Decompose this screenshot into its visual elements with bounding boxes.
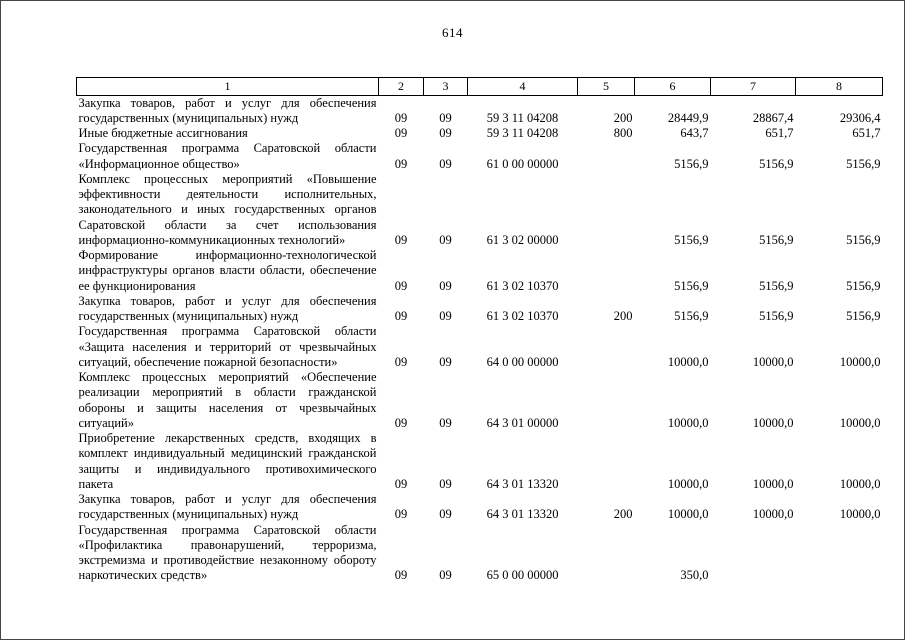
cell-amount-year-1: 5156,9	[674, 232, 709, 247]
cell-amount-year-1: 5156,9	[674, 278, 709, 293]
cell-section-code: 09	[394, 568, 408, 583]
cell-amount-year-2: 5156,9	[759, 309, 794, 324]
page-number: 614	[442, 25, 463, 40]
cell-expense-name: Формирование информационно-технологической инфраструктуры органов власти области, обеспечение ее функционирования	[78, 248, 377, 293]
cell-amount-year-1: 5156,9	[674, 309, 709, 324]
cell-subsection-code: 09	[439, 354, 452, 369]
cell-expense-type-code	[578, 523, 635, 584]
cell-target-article-code: 64 3 01 13320	[486, 507, 559, 522]
cell-expense-type-code	[578, 370, 635, 431]
cell-amount-year-1: 5156,9	[674, 156, 709, 171]
header-col-8: 8	[796, 78, 883, 96]
header-col-6: 6	[635, 78, 711, 96]
table-body	[77, 95, 883, 584]
table-header-row	[77, 78, 883, 96]
header-col-2: 2	[379, 78, 424, 96]
cell-section-code: 09	[394, 309, 408, 324]
cell-subsection-code: 09	[439, 278, 452, 293]
table-row	[77, 172, 883, 248]
cell-amount-year-1: 350,0	[680, 568, 709, 583]
budget-table	[76, 77, 883, 584]
cell-subsection-code: 09	[439, 476, 452, 491]
cell-amount-year-2: 28867,4	[752, 110, 794, 125]
cell-expense-name: Комплекс процессных мероприятий «Обеспечение реализации мероприятий в области гражданской обороны и защиты населения от чрезвычайных ситуаций»	[78, 370, 377, 430]
cell-amount-year-2: 651,7	[765, 126, 794, 141]
cell-subsection-code: 09	[439, 568, 452, 583]
cell-expense-type-code	[578, 172, 635, 248]
table-row	[77, 126, 883, 141]
cell-amount-year-2: 5156,9	[759, 232, 794, 247]
cell-amount-year-3: 10000,0	[839, 354, 881, 369]
table-row	[77, 370, 883, 431]
cell-subsection-code: 09	[439, 232, 452, 247]
cell-subsection-code: 09	[439, 156, 452, 171]
cell-section-code: 09	[394, 354, 408, 369]
cell-expense-type-code	[578, 431, 635, 492]
table-row	[77, 492, 883, 523]
cell-expense-name: Государственная программа Саратовской области «Профилактика правонарушений, терроризма, экстремизма и противодействие незаконному обороту наркотических средств»	[78, 522, 377, 583]
cell-expense-type-code: 800	[613, 126, 633, 141]
cell-amount-year-3: 10000,0	[839, 476, 881, 491]
cell-subsection-code: 09	[439, 110, 452, 125]
cell-section-code: 09	[394, 415, 408, 430]
cell-expense-type-code: 200	[613, 507, 633, 522]
cell-section-code: 09	[394, 507, 408, 522]
cell-subsection-code: 09	[439, 415, 452, 430]
cell-subsection-code: 09	[439, 309, 452, 324]
cell-amount-year-3: 651,7	[852, 126, 881, 141]
cell-section-code: 09	[394, 278, 408, 293]
cell-amount-year-2: 10000,0	[752, 476, 794, 491]
cell-amount-year-1: 643,7	[680, 126, 709, 141]
cell-target-article-code: 61 0 00 00000	[486, 156, 559, 171]
header-col-4: 4	[468, 78, 578, 96]
cell-section-code: 09	[394, 110, 408, 125]
cell-section-code: 09	[394, 156, 408, 171]
table-row	[77, 294, 883, 325]
cell-amount-year-1: 28449,9	[667, 110, 709, 125]
cell-target-article-code: 61 3 02 00000	[486, 232, 559, 247]
table-row	[77, 523, 883, 584]
cell-amount-year-1: 10000,0	[667, 507, 709, 522]
cell-amount-year-2: 10000,0	[752, 354, 794, 369]
cell-amount-year-2: 10000,0	[752, 415, 794, 430]
cell-expense-name: Государственная программа Саратовской области «Защита населения и территорий от чрезвычайных ситуаций, обеспечение пожарной безопасности»	[78, 324, 377, 369]
cell-target-article-code: 64 3 01 13320	[486, 476, 559, 491]
cell-expense-name: Приобретение лекарственных средств, входящих в комплект индивидуальный медицинский гражданской защиты и индивидуального противохимического пакета	[78, 431, 377, 491]
header-col-5: 5	[578, 78, 635, 96]
cell-amount-year-3: 5156,9	[846, 278, 881, 293]
cell-amount-year-2: 5156,9	[759, 156, 794, 171]
cell-target-article-code: 64 0 00 00000	[486, 354, 559, 369]
cell-expense-name: Закупка товаров, работ и услуг для обеспечения государственных (муниципальных) нужд	[78, 95, 377, 125]
cell-expense-type-code: 200	[613, 309, 633, 324]
cell-expense-name: Закупка товаров, работ и услуг для обеспечения государственных (муниципальных) нужд	[78, 293, 377, 324]
table-row	[77, 95, 883, 126]
cell-amount-year-3	[796, 523, 883, 584]
cell-amount-year-3: 10000,0	[839, 415, 881, 430]
cell-expense-type-code	[578, 141, 635, 172]
table-row	[77, 141, 883, 172]
cell-amount-year-1: 10000,0	[667, 415, 709, 430]
cell-expense-type-code	[578, 324, 635, 370]
cell-amount-year-3: 5156,9	[846, 309, 881, 324]
cell-amount-year-3: 10000,0	[839, 507, 881, 522]
cell-amount-year-2: 5156,9	[759, 278, 794, 293]
cell-target-article-code: 59 3 11 04208	[486, 110, 559, 125]
cell-section-code: 09	[394, 126, 408, 141]
cell-amount-year-3: 5156,9	[846, 156, 881, 171]
header-col-3: 3	[424, 78, 468, 96]
cell-subsection-code: 09	[439, 507, 452, 522]
table-row	[77, 248, 883, 294]
cell-target-article-code: 61 3 02 10370	[486, 278, 559, 293]
cell-target-article-code: 64 3 01 00000	[486, 415, 559, 430]
cell-amount-year-1: 10000,0	[667, 354, 709, 369]
cell-amount-year-3: 5156,9	[846, 232, 881, 247]
header-col-7: 7	[711, 78, 796, 96]
cell-target-article-code: 65 0 00 00000	[486, 568, 559, 583]
table-row	[77, 324, 883, 370]
table-row	[77, 431, 883, 492]
cell-amount-year-3: 29306,4	[839, 110, 881, 125]
cell-expense-type-code	[578, 248, 635, 294]
cell-target-article-code: 61 3 02 10370	[486, 309, 559, 324]
cell-expense-name: Иные бюджетные ассигнования	[78, 126, 248, 141]
cell-expense-name: Комплекс процессных мероприятий «Повышение эффективности деятельности исполнительных, законодательного и иных государственных органов Саратовской области за счет использования информационно-коммуникационных технологий»	[78, 171, 377, 247]
cell-amount-year-2	[711, 523, 796, 584]
cell-amount-year-2: 10000,0	[752, 507, 794, 522]
cell-amount-year-1: 10000,0	[667, 476, 709, 491]
cell-expense-type-code: 200	[613, 110, 633, 125]
cell-section-code: 09	[394, 232, 408, 247]
header-col-1: 1	[77, 78, 379, 96]
cell-section-code: 09	[394, 476, 408, 491]
cell-subsection-code: 09	[439, 126, 452, 141]
cell-target-article-code: 59 3 11 04208	[486, 126, 559, 141]
cell-expense-name: Государственная программа Саратовской области «Информационное общество»	[78, 141, 377, 171]
cell-expense-name: Закупка товаров, работ и услуг для обеспечения государственных (муниципальных) нужд	[78, 492, 377, 522]
